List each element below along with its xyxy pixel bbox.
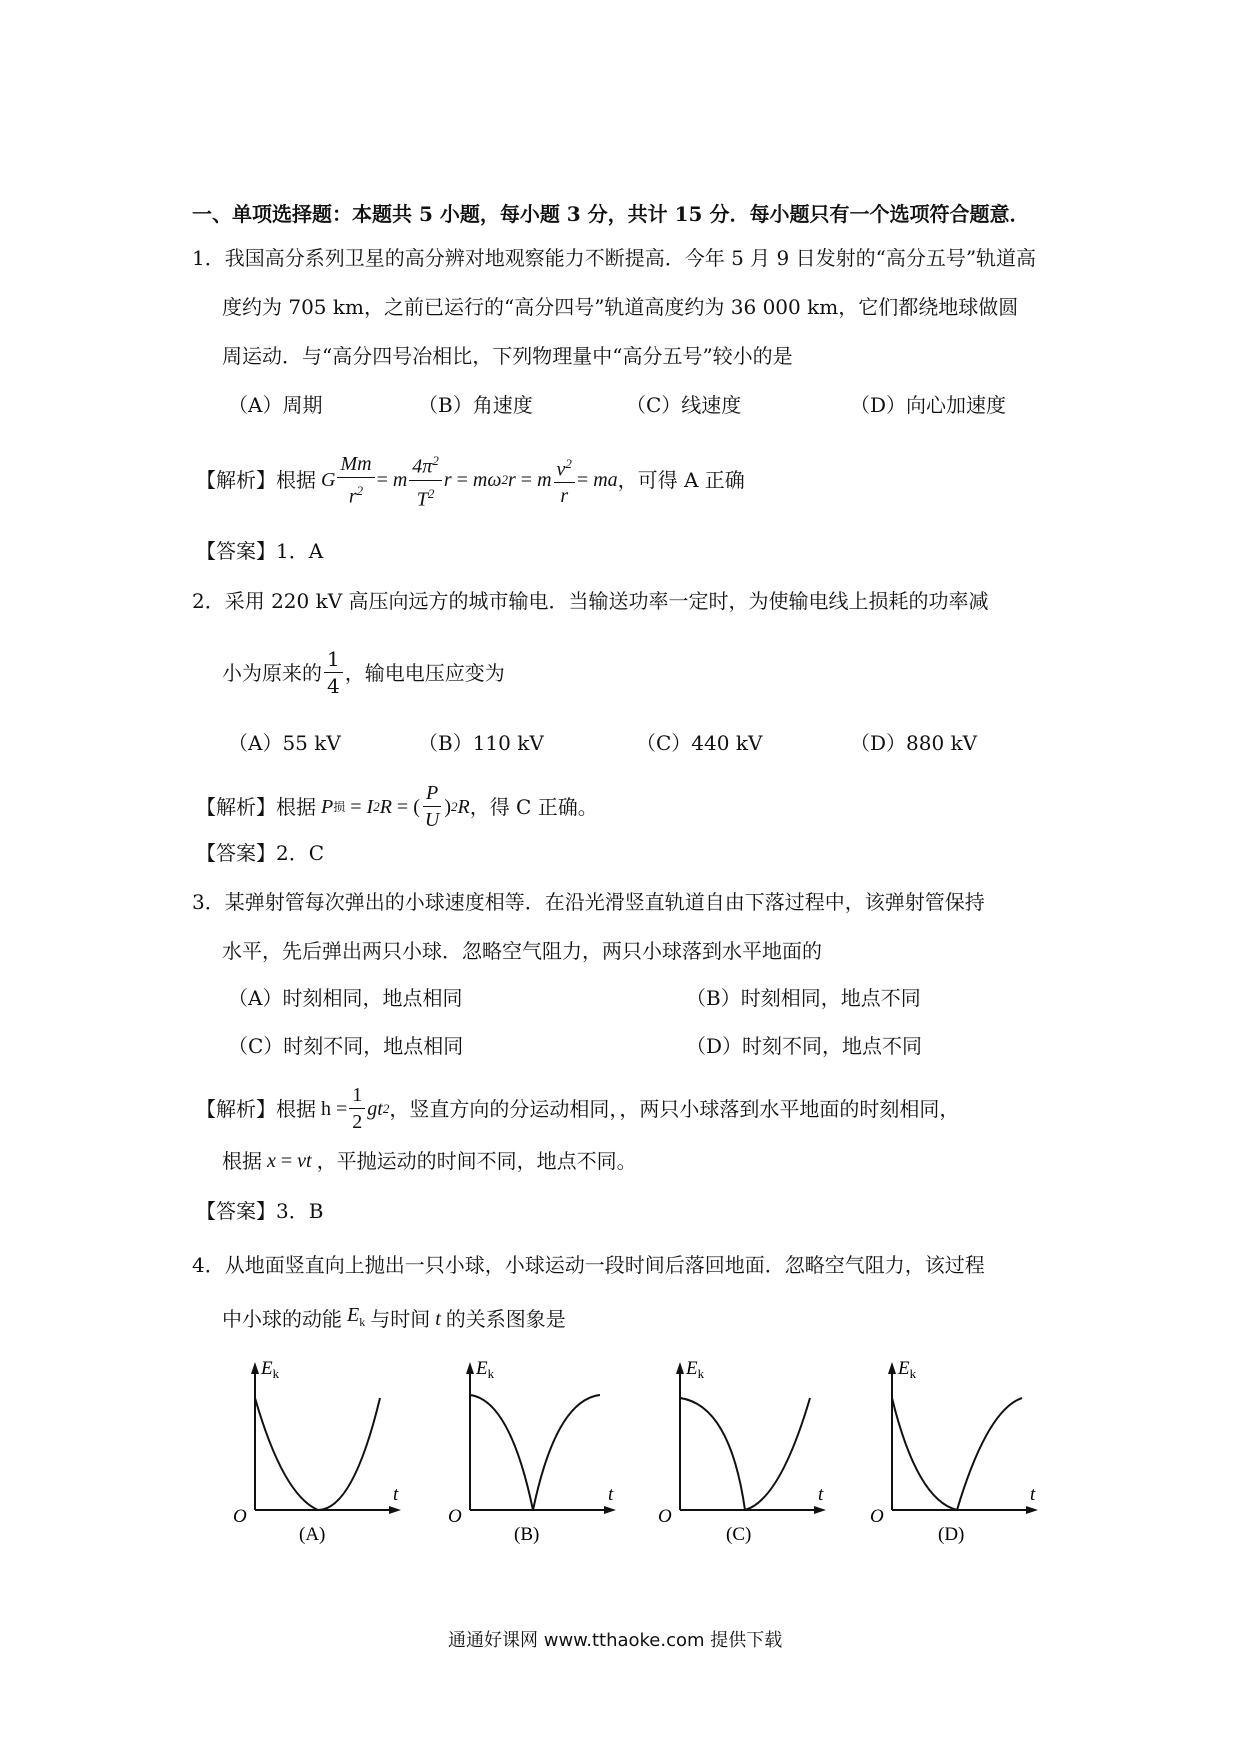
x-axis-label: t — [1030, 1484, 1036, 1505]
q3-formula: h = $\frac{1}{2}$ gt 2 — [321, 1084, 390, 1133]
x-axis-label: t — [393, 1484, 399, 1505]
curve-c-right — [745, 1398, 810, 1510]
footer-text: 通通好课网 www.tthaoke.com 提供下载 — [448, 1630, 783, 1651]
origin-label: O — [870, 1506, 884, 1527]
q2-formula: P 损 = I 2 R = ( $\frac{P}{U}$ ) 2 R — [316, 782, 470, 831]
curve-c-left — [680, 1398, 745, 1510]
curve-d-left — [892, 1398, 957, 1510]
graph-b — [440, 1350, 620, 1550]
caption-a: (A) — [299, 1524, 326, 1545]
q4-ek-symbol: $E_k$ — [342, 1304, 366, 1329]
q4-line2-pre: 中小球的动能 — [222, 1306, 342, 1331]
q3-line1: 3．某弹射管每次弹出的小球速度相等．在沿光滑竖直轨道自由下落过程中，该弹射管保持 — [192, 890, 985, 914]
q1-line1: 1．我国高分系列卫星的高分辨对地观察能力不断提高．今年 5 月 9 日发射的“高分五号”轨道高 — [192, 246, 1037, 270]
q1-analysis-label: 【解析】根据 — [196, 468, 316, 493]
q2-fraction: $\frac{1}{4}$ — [324, 646, 343, 699]
q2-line2-post: ，输电电压应变为 — [344, 660, 505, 685]
q1-analysis-tail: ，可得 A 正确 — [617, 468, 745, 493]
y-axis-label: $E_k$ — [898, 1358, 917, 1381]
caption-b: (B) — [514, 1524, 540, 1545]
q3-answer: 【答案】3．B — [196, 1199, 324, 1223]
q2-analysis — [196, 780, 598, 833]
curve-b — [470, 1395, 600, 1510]
y-axis-label: $E_k$ — [476, 1358, 495, 1381]
origin-label: O — [658, 1506, 672, 1527]
q4-t-symbol: t — [430, 1307, 446, 1330]
graph-d-svg — [862, 1350, 1042, 1550]
x-axis-arrow — [604, 1506, 616, 1514]
x-axis-arrow — [814, 1506, 826, 1514]
curve-a — [255, 1398, 380, 1510]
x-axis-arrow — [1026, 1506, 1038, 1514]
q4-line2-post: 的关系图象是 — [445, 1306, 566, 1331]
q4-line2-mid: 与时间 — [370, 1306, 431, 1331]
y-axis-arrow — [676, 1362, 684, 1374]
q2-analysis-tail: ，得 C 正确。 — [469, 794, 598, 819]
q2-answer: 【答案】2．C — [196, 841, 325, 865]
q1-formula: G $\frac{Mm}{r^2}$ = m $\frac{4\pi^2}{T^2}$ r = mω 2 r = m $\frac{v^2}{r}$ = ma — [316, 448, 618, 512]
q3-line2: 水平，先后弹出两只小球．忽略空气阻力，两只小球落到水平地面的 — [222, 939, 822, 963]
q3-option-a: （A）时刻相同，地点相同 — [228, 986, 463, 1010]
q4-line2 — [222, 1302, 566, 1335]
y-axis-label: $E_k$ — [261, 1358, 280, 1381]
q4-line1: 4．从地面竖直向上抛出一只小球，小球运动一段时间后落回地面．忽略空气阻力，该过程 — [192, 1253, 985, 1277]
caption-d: (D) — [938, 1524, 965, 1545]
q2-option-a: （A）55 kV — [228, 731, 341, 755]
graph-b-svg — [440, 1350, 620, 1550]
caption-c: (C) — [726, 1524, 752, 1545]
q1-line2: 度约为 705 km，之前已运行的“高分四号”轨道高度约为 36 000 km，它们都绕地球做圆 — [222, 295, 1019, 319]
q1-option-b: （B）角速度 — [418, 393, 533, 417]
origin-label: O — [233, 1506, 247, 1527]
origin-label: O — [448, 1506, 462, 1527]
y-axis-arrow — [251, 1362, 259, 1374]
q3-option-b: （B）时刻相同，地点不同 — [686, 986, 921, 1010]
q1-option-c: （C）线速度 — [626, 393, 742, 417]
graph-c — [650, 1350, 830, 1550]
y-axis-arrow — [466, 1362, 474, 1374]
q3-analysis-mid: ，竖直方向的分运动相同，，两只小球落到水平地面的时刻相同， — [389, 1096, 960, 1121]
q3-option-d: （D）时刻不同，地点不同 — [686, 1034, 923, 1058]
q2-line1: 2．采用 220 kV 高压向远方的城市输电．当输送功率一定时，为使输电线上损耗的功率减 — [192, 589, 989, 613]
q2-line2-pre: 小为原来的 — [222, 660, 322, 685]
q3-analysis-label: 【解析】根据 — [196, 1096, 316, 1121]
x-axis-label: t — [818, 1484, 824, 1505]
q3-analysis — [196, 1082, 959, 1135]
q3-analysis-line2-post: ，平抛运动的时间不同，地点不同。 — [316, 1149, 637, 1173]
q2-line2 — [222, 646, 505, 699]
q3-analysis-line2-pre: 根据 — [222, 1149, 262, 1173]
q1-option-a: （A）周期 — [228, 393, 323, 417]
q2-option-d: （D）880 kV — [850, 731, 978, 755]
q1-analysis — [196, 448, 745, 512]
q2-option-b: （B）110 kV — [418, 731, 544, 755]
q3-analysis-line2 — [222, 1148, 637, 1174]
q1-line3: 周运动．与“高分四号冶相比，下列物理量中“高分五号”较小的是 — [222, 344, 793, 368]
x-axis-label: t — [608, 1484, 614, 1505]
graph-a-svg — [225, 1350, 405, 1550]
curve-d-right — [957, 1398, 1022, 1510]
x-axis-arrow — [389, 1506, 401, 1514]
graph-d — [862, 1350, 1042, 1550]
section-heading: 一、单项选择题：本题共 5 小题，每小题 3 分，共计 15 分．每小题只有一个选项符合题意． — [192, 202, 1030, 226]
q3-formula-2: x = vt — [262, 1150, 317, 1172]
graph-c-svg — [650, 1350, 830, 1550]
graph-a — [225, 1350, 405, 1550]
q1-option-d: （D）向心加速度 — [850, 393, 1007, 417]
y-axis-label: $E_k$ — [686, 1358, 705, 1381]
q3-option-c: （C）时刻不同，地点相同 — [228, 1034, 464, 1058]
y-axis-arrow — [888, 1362, 896, 1374]
q2-analysis-label: 【解析】根据 — [196, 794, 316, 819]
q1-answer: 【答案】1．A — [196, 539, 324, 563]
q2-option-c: （C）440 kV — [636, 731, 763, 755]
